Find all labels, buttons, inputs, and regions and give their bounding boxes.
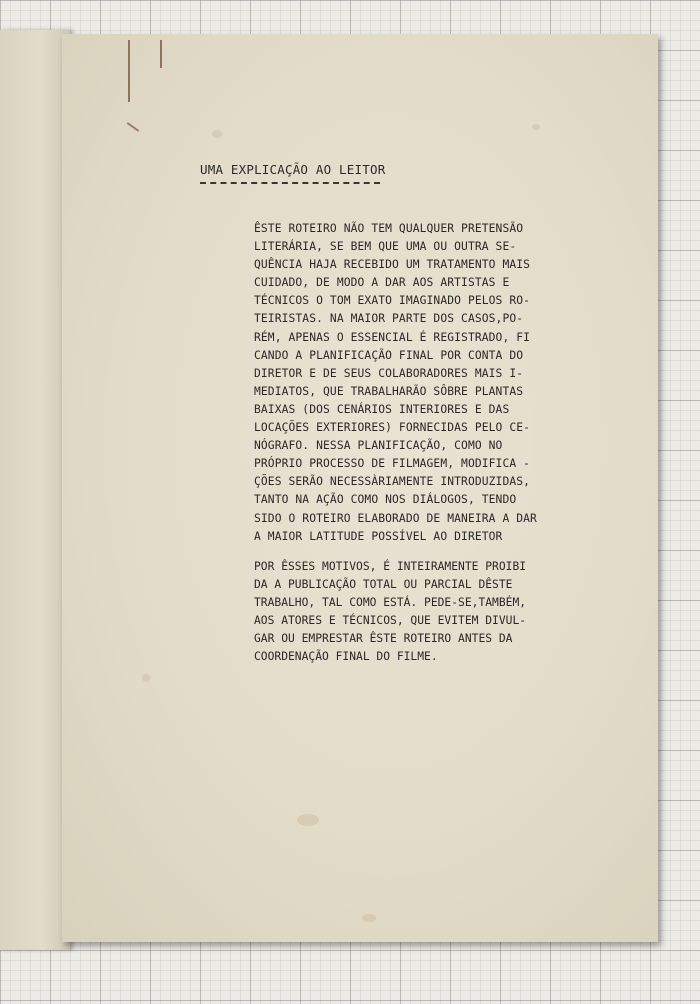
text-line: TANTO NA AÇÃO COMO NOS DIÁLOGOS, TENDO — [254, 493, 517, 507]
text-line: RÉM, APENAS O ESSENCIAL É REGISTRADO, FI — [254, 330, 531, 344]
text-line: QUÊNCIA HAJA RECEBIDO UM TRATAMENTO MAIS — [254, 258, 531, 272]
text-line: ÇÕES SERÃO NECESSÀRIAMENTE INTRODUZIDAS, — [254, 475, 531, 489]
paragraph-2 — [254, 558, 564, 667]
heading-underline — [200, 182, 380, 184]
text-line: PRÓPRIO PROCESSO DE FILMAGEM, MODIFICA - — [254, 457, 531, 471]
text-line: BAIXAS (DOS CENÁRIOS INTERIORES E DAS — [254, 402, 510, 416]
text-line: TRABALHO, TAL COMO ESTÁ. PEDE-SE,TAMBÉM, — [254, 596, 527, 610]
text-line: DIRETOR E DE SEUS COLABORADORES MAIS I- — [254, 366, 524, 380]
text-line: SIDO O ROTEIRO ELABORADO DE MANEIRA A DAR — [254, 511, 537, 525]
text-line: TEIRISTAS. NA MAIOR PARTE DOS CASOS,PO- — [254, 312, 524, 326]
text-line: CUIDADO, DE MODO A DAR AOS ARTISTAS E — [254, 276, 510, 290]
rust-mark — [128, 40, 130, 102]
text-line: GAR OU EMPRESTAR ÊSTE ROTEIRO ANTES DA — [254, 632, 513, 646]
text-line: AOS ATORES E TÉCNICOS, QUE EVITEM DIVUL- — [254, 614, 527, 628]
document-page — [62, 34, 658, 942]
text-line: POR ÊSSES MOTIVOS, É INTEIRAMENTE PROIBI — [254, 560, 527, 573]
paragraph-1 — [254, 220, 564, 546]
page-heading: UMA EXPLICAÇÃO AO LEITOR — [200, 162, 386, 177]
text-line: NÓGRAFO. NESSA PLANIFICAÇÃO, COMO NO — [254, 439, 503, 453]
paper-stain — [212, 130, 222, 138]
text-line: A MAIOR LATITUDE POSSÍVEL AO DIRETOR — [254, 529, 503, 543]
text-line: COORDENAÇÃO FINAL DO FILME. — [254, 650, 438, 664]
text-line: DA A PUBLICAÇÃO TOTAL OU PARCIAL DÊSTE — [254, 578, 513, 592]
text-line: LOCAÇÕES EXTERIORES) FORNECIDAS PELO CE- — [254, 421, 531, 435]
text-line: MEDIATOS, QUE TRABALHARÃO SÔBRE PLANTAS — [254, 384, 524, 398]
paper-stain — [532, 124, 540, 130]
underlying-page-edge — [0, 30, 71, 950]
rust-mark — [127, 122, 140, 132]
rust-mark — [160, 40, 162, 68]
paper-stain — [362, 914, 376, 922]
paper-stain — [142, 674, 150, 682]
text-line: ÊSTE ROTEIRO NÃO TEM QUALQUER PRETENSÃO — [254, 222, 524, 235]
text-line: TÉCNICOS O TOM EXATO IMAGINADO PELOS RO- — [254, 294, 531, 308]
text-line: LITERÁRIA, SE BEM QUE UMA OU OUTRA SE- — [254, 240, 517, 254]
text-line: CANDO A PLANIFICAÇÃO FINAL POR CONTA DO — [254, 348, 524, 362]
paper-stain — [297, 814, 319, 826]
